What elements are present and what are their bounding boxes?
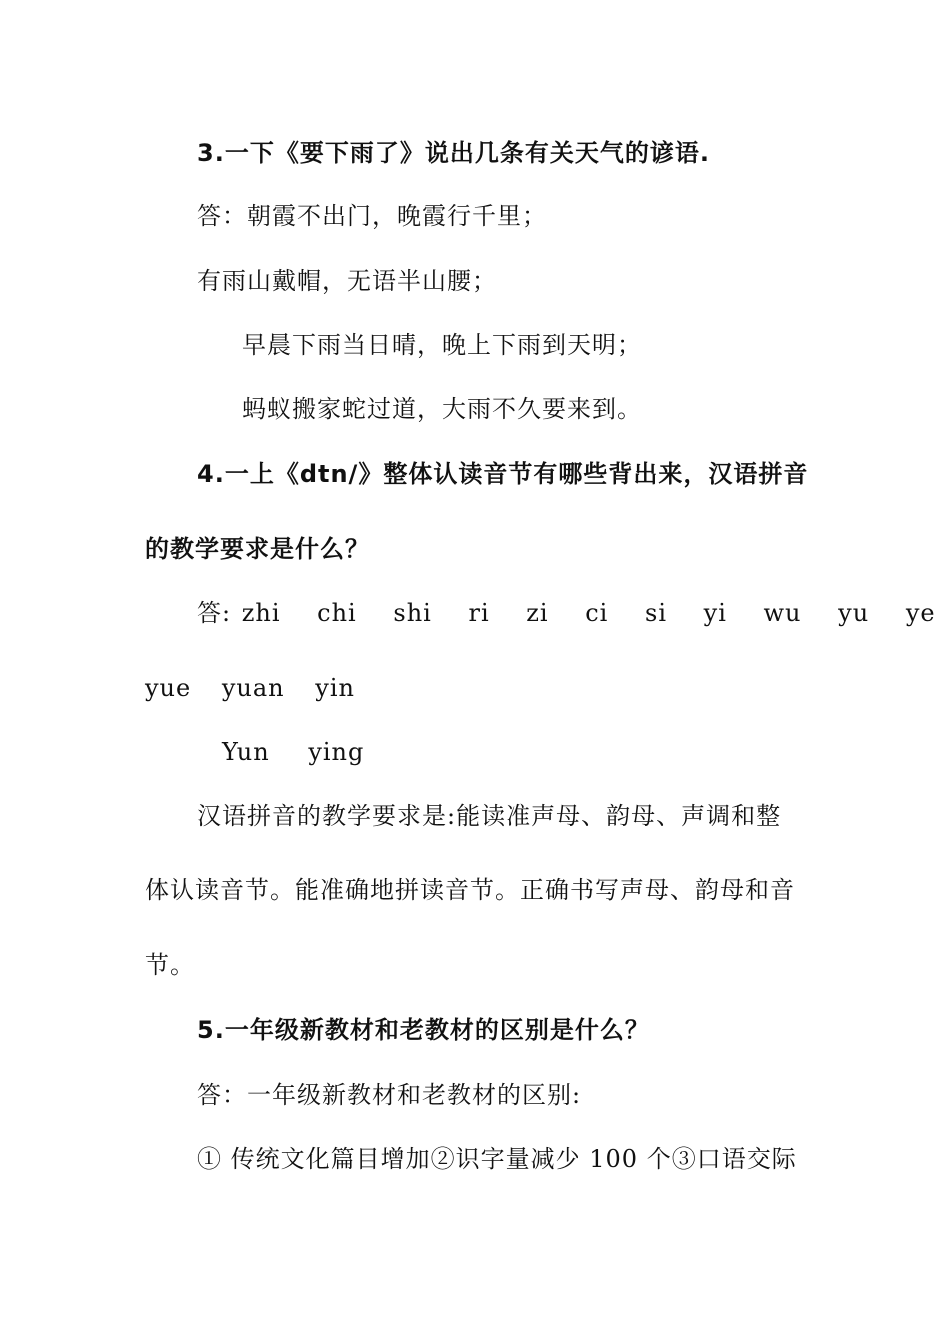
question-4-requirement-line-1: 汉语拼音的教学要求是:能读准声母、韵母、声调和整 xyxy=(197,802,782,830)
question-3-answer-line-2: 有雨山戴帽，无语半山腰； xyxy=(197,267,497,295)
question-4-requirement-line-2: 体认读音节。能准确地拼读音节。正确书写声母、韵母和音 xyxy=(145,876,795,904)
question-3-answer-line-3: 早晨下雨当日晴，晚上下雨到天明； xyxy=(242,331,642,359)
syllable: ye xyxy=(905,599,936,627)
question-4-syllables-row-1 xyxy=(197,597,936,629)
syllable: shi xyxy=(393,599,432,627)
syllable: yue xyxy=(145,674,192,702)
syllable: yuan xyxy=(221,674,285,702)
syllable: si xyxy=(645,599,667,627)
question-4-syllables-row-3 xyxy=(222,736,394,768)
question-4-title-line-1: 4.一上《dtn/》整体认读音节有哪些背出来，汉语拼音 xyxy=(197,460,809,488)
question-3-answer-line-4: 蚂蚁搬家蛇过道，大雨不久要来到。 xyxy=(242,395,642,423)
question-3-title: 3.一下《要下雨了》说出几条有关天气的谚语. xyxy=(197,139,710,167)
question-5-answer-line-1: 答：一年级新教材和老教材的区别: xyxy=(197,1081,582,1109)
question-3-answer-line-1: 答：朝霞不出门，晚霞行千里； xyxy=(197,202,547,230)
syllable: chi xyxy=(317,599,357,627)
syllable: yi xyxy=(703,599,727,627)
syllable: ri xyxy=(468,599,490,627)
question-4-title-line-2: 的教学要求是什么？ xyxy=(145,535,370,563)
syllable: Yun xyxy=(222,738,270,766)
syllable: wu xyxy=(763,599,802,627)
syllable: zhi xyxy=(241,599,281,627)
question-4-requirement-line-3: 节。 xyxy=(145,951,195,979)
syllable: yin xyxy=(315,674,355,702)
syllable: zi xyxy=(526,599,549,627)
answer-prefix: 答: xyxy=(197,599,232,627)
question-4-syllables-row-2 xyxy=(145,672,377,704)
question-5-title: 5.一年级新教材和老教材的区别是什么？ xyxy=(197,1016,650,1044)
syllable: ci xyxy=(585,599,609,627)
syllable: ying xyxy=(308,738,365,766)
syllable: yu xyxy=(838,599,870,627)
question-5-answer-line-2: ① 传统文化篇目增加②识字量减少 100 个③口语交际 xyxy=(197,1145,797,1173)
